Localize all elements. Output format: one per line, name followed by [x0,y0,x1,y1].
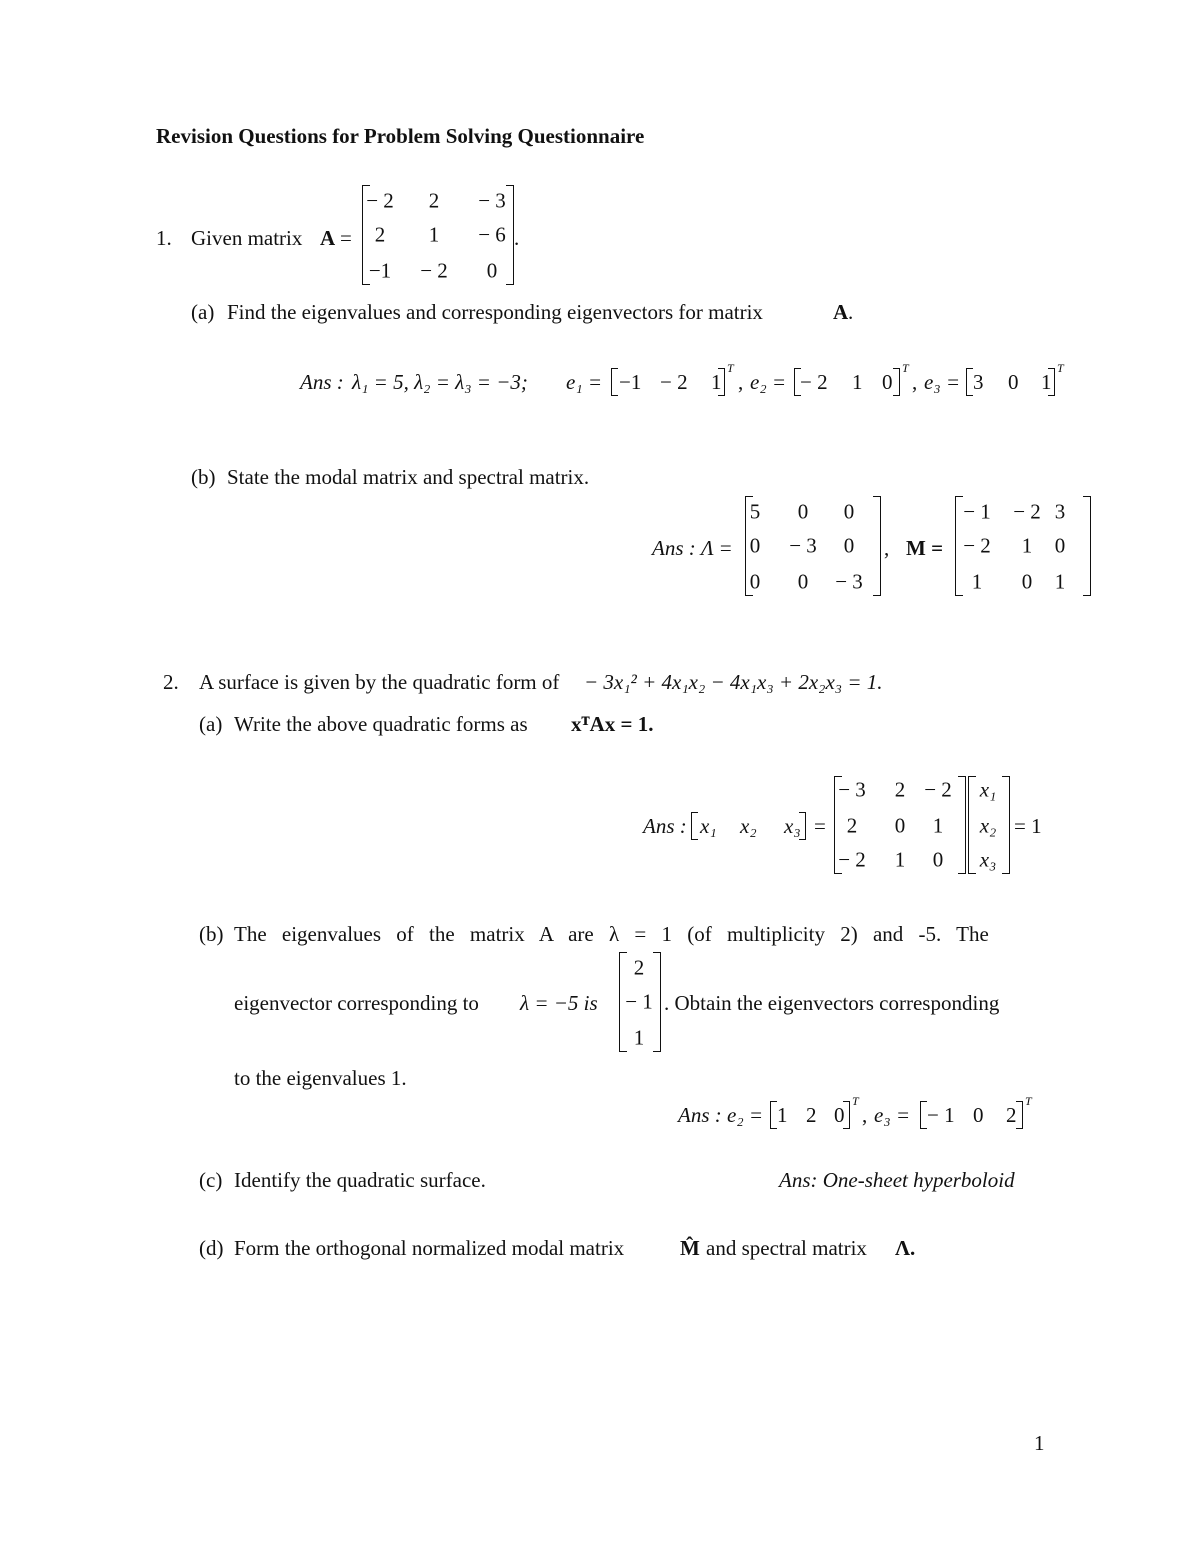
rowvec-x2: x₂ [740,814,757,838]
matrix-cell: 0 [843,499,855,524]
e3-c2: 0 [1008,370,1019,394]
matrix-cell: 0 [894,813,906,838]
q2c-text: Identify the quadratic surface. [234,1168,486,1192]
q1-equals: = [340,226,352,250]
q1-prefix: Given matrix [191,226,303,250]
q1b-comma: , [884,536,890,560]
matrix-cell: 0 [843,533,855,558]
q2b-e3-transpose: T [1025,1094,1032,1108]
matrix-cell: 3 [1054,499,1066,524]
e3-label: e₃ = [924,370,961,394]
matrix-right-bracket [873,496,881,596]
e1-label: e₁ = [566,370,603,394]
matrix-cell: 1 [932,813,944,838]
q2b-label: (b) [199,922,224,946]
matrix-cell: 1 [428,222,440,247]
e2-transpose: T [902,361,909,375]
q2b-e3-left [920,1101,927,1129]
modal-matrix [955,496,1091,596]
q1b-ans-prefix: Ans : Λ = [652,536,733,560]
modal-label: M = [906,536,944,560]
column-vector-x[interactable] [968,776,1010,874]
matrix-cell: − 3 [838,777,866,802]
q1a-text: Find the eigenvalues and corresponding eigenvectors for matrix [227,300,763,324]
e1-c1: −1 [619,370,642,394]
q2b-line2-pre: eigenvector corresponding to [234,991,479,1015]
matrix-cell: 0 [749,533,761,558]
matrix-cell: 1 [971,569,983,594]
page-title: Revision Questions for Problem Solving Questionnaire [156,124,645,148]
matrix-cell: −1 [368,258,392,283]
rowvec-left-bracket [691,812,698,840]
matrix-cell: x₃ [979,847,997,872]
e1-c2: − 2 [660,370,688,394]
matrix-cell: x₂ [979,813,997,838]
e2-c2: 1 [852,370,863,394]
matrix-left-bracket [955,496,963,596]
matrix-cell: 0 [749,569,761,594]
matrix-cell: 2 [846,813,858,838]
q2b-e2-c2: 2 [806,1103,817,1127]
q2a-equals: = [814,814,826,838]
q2d-modal-hat: M̂ [680,1236,700,1260]
matrix-cell: − 3 [789,533,817,558]
matrix-a [362,185,514,285]
q2d-text-pre: Form the orthogonal normalized modal matrix [234,1236,625,1260]
matrix-cell: 0 [1021,569,1033,594]
matrix-cell: − 1 [625,989,653,1014]
q2a-text: Write the above quadratic forms as [234,712,528,736]
comma-2: , [912,370,918,394]
matrix-cell: 0 [932,847,944,872]
q2b-e2-transpose: T [852,1094,859,1108]
e2-right-bracket [893,368,900,396]
matrix-cell: 2 [428,188,440,213]
matrix-cell: − 2 [1013,499,1041,524]
q2a-label: (a) [199,712,223,736]
q2d-lambda: Λ. [895,1236,916,1260]
rowvec-x1: x₁ [700,814,717,838]
q2b-e3-c3: 2 [1006,1103,1017,1127]
matrix-right-bracket [1083,496,1091,596]
eigenvector-neg5 [619,952,661,1052]
matrix-cell: 1 [1021,533,1033,558]
rowvec-x3: x₃ [784,814,801,838]
e3-transpose: T [1057,361,1064,375]
q2b-e2-c3: 0 [834,1103,845,1127]
q2c-answer: Ans: One-sheet hyperboloid [779,1168,1015,1192]
q2b-e3-right [1016,1101,1023,1129]
e3-right-bracket [1048,368,1055,396]
matrix-cell: 1 [894,847,906,872]
q2a-formula: xᵀAx = 1. [571,712,654,736]
matrix-right-bracket [506,185,514,285]
e1-left-bracket [611,368,618,396]
q2-quadratic-form: − 3x₁² + 4x₁x₂ − 4x₁x₃ + 2x₂x₃ = 1. [584,670,883,694]
matrix-cell: 0 [797,499,809,524]
matrix-cell: 1 [633,1025,645,1050]
matrix-cell: 0 [1054,533,1066,558]
matrix-cell: − 2 [924,777,952,802]
q2c-label: (c) [199,1168,223,1192]
e1-c3: 1 [711,370,722,394]
q2b-e2-left [770,1101,777,1129]
q2b-e2-right [843,1101,850,1129]
q2b-e3-label: e₃ = [874,1103,911,1127]
q1a-label: (a) [191,300,215,324]
e1-transpose: T [727,361,734,375]
spectral-matrix [745,496,881,596]
q2b-e2-c1: 1 [777,1103,788,1127]
matrix-cell: − 2 [963,533,991,558]
rowvec-right-bracket [799,812,806,840]
q2b-e3-c1: − 1 [927,1103,955,1127]
q1a-bold: A [833,300,849,324]
matrix-right-bracket [958,776,966,874]
q2d-text-mid: and spectral matrix [706,1236,867,1260]
q1a-ans-eigen: λ₁ = 5, λ₂ = λ₃ = −3; [352,370,528,394]
matrix-cell: − 2 [420,258,448,283]
quadratic-matrix [834,776,966,874]
matrix-cell: 2 [374,222,386,247]
matrix-cell: − 1 [963,499,991,524]
matrix-cell: − 3 [835,569,863,594]
matrix-cell: 0 [797,569,809,594]
q2b-line1: The eigenvalues of the matrix A are λ = 1 (of multiplicity 2) and -5. The [234,922,989,946]
matrix-cell: 5 [749,499,761,524]
page-number: 1 [1034,1431,1045,1455]
q2b-ans: Ans : e₂ = [678,1103,764,1127]
q2b-line3: to the eigenvalues 1. [234,1066,407,1090]
q2b-lambda: λ = −5 is [520,991,598,1015]
q1-number: 1. [156,226,172,250]
matrix-right-bracket [1002,776,1010,874]
q1a-period: . [848,300,854,324]
matrix-cell: − 6 [478,222,506,247]
q2b-comma: , [862,1103,868,1127]
q2d-label: (d) [199,1236,224,1260]
matrix-cell: x₁ [979,777,997,802]
q2-number: 2. [163,670,179,694]
matrix-cell: − 2 [366,188,394,213]
q1a-ans-prefix: Ans : [300,370,344,394]
matrix-cell: 0 [486,258,498,283]
matrix-cell: − 3 [478,188,506,213]
e1-right-bracket [718,368,725,396]
e3-left-bracket [966,368,973,396]
q2-stem: A surface is given by the quadratic form of [199,670,560,694]
q2a-ans-prefix: Ans : [643,814,687,838]
matrix-cell: 2 [894,777,906,802]
e2-label: e₂ = [750,370,787,394]
e3-c3: 1 [1041,370,1052,394]
comma-1: , [738,370,744,394]
matrix-cell: 1 [1054,569,1066,594]
e2-c3: 0 [882,370,893,394]
q1b-text: State the modal matrix and spectral matrix. [227,465,590,489]
matrix-cell: − 2 [838,847,866,872]
q1-matrix-name: A [320,226,336,250]
q2b-line2-post: . Obtain the eigenvectors corresponding [664,991,1000,1015]
q1-period: . [514,226,520,250]
q2a-equals-one: = 1 [1014,814,1042,838]
matrix-right-bracket [653,952,661,1052]
e3-c1: 3 [973,370,984,394]
q2b-e3-c2: 0 [973,1103,984,1127]
matrix-cell: 2 [633,955,645,980]
q1b-label: (b) [191,465,216,489]
e2-c1: − 2 [800,370,828,394]
